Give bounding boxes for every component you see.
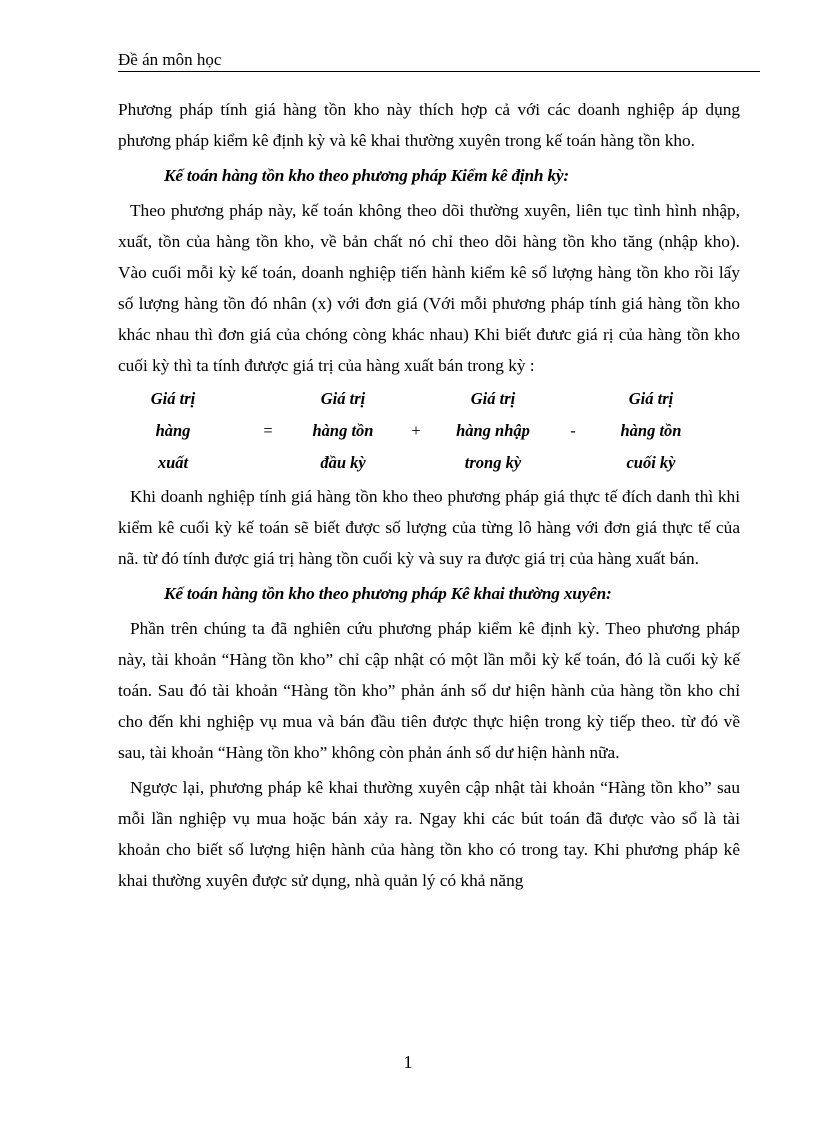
formula-minus: -: [570, 421, 576, 440]
formula-term-opening-stock: Giá trị hàng tồn đầu kỳ: [312, 389, 374, 472]
formula-plus: +: [411, 421, 421, 440]
formula-term-closing-stock: Giá trị hàng tồn cuối kỳ: [620, 389, 682, 472]
formula-term-goods-sold: Giá trị hàng xuất: [150, 389, 196, 472]
heading-perpetual-inventory: Kế toán hàng tồn kho theo phương pháp Kê khai thường xuyên:: [164, 584, 612, 603]
formula-term-purchases: Giá trị hàng nhập trong kỳ: [456, 389, 530, 472]
heading-periodic-inventory: Kế toán hàng tồn kho theo phương pháp Kiểm kê định kỳ:: [164, 166, 569, 185]
formula-equals: =: [263, 421, 273, 440]
paragraph-intro: Phương pháp tính giá hàng tồn kho này thích hợp cả với các doanh nghiệp áp dụng phương pháp kiểm kê định kỳ và kê khai thường xuyên trong kế toán hàng tồn kho.: [118, 100, 740, 150]
paragraph-periodic-method: Theo phương pháp này, kế toán không theo dõi thường xuyên, liên tục tình hình nhập, xuất, tồn của hàng tồn kho, về bản chất nó chỉ theo dõi hàng tồn kho tăng (nhập kho). Vào cuối mỗi kỳ kế toán, doanh nghiệp tiến hành kiểm kê số lượng hàng tồn kho rồi lấy số lượng hàng tồn đó nhân (x) với đơn giá (Với mỗi phương pháp tính giá hàng tồn kho khác nhau thì đơn giá của chóng còng khác nhau) Khi biết đưưc giá rị của hàng tồn kho cuối kỳ thì ta tính đưược giá trị của hàng xuất bán trong kỳ :: [118, 201, 740, 375]
paragraph-perpetual-detail: Ngược lại, phương pháp kê khai thường xuyên cập nhật tài khoản “Hàng tồn kho” sau mỗi lần nghiệp vụ mua hoặc bán xảy ra. Ngay khi các bút toán đã được vào sổ là tài khoản cho biết số lượng hiện hành của hàng tồn kho có trong tay. Khi phương pháp kê khai thường xuyên được sử dụng, nhà quản lý có khả năng: [118, 778, 740, 890]
page-header: Đề án môn học: [118, 50, 222, 69]
header-rule: [118, 71, 760, 72]
paragraph-specific-identification: Khi doanh nghiệp tính giá hàng tồn kho theo phương pháp giá thực tế đích danh thì khi kiểm kê cuối kỳ kế toán sẽ biết được số lượng của từng lô hàng với đơn giá thực tế của nã. từ đó tính được giá trị hàng tồn cuối kỳ và suy ra được giá trị của hàng xuất bán.: [118, 487, 740, 568]
paragraph-perpetual-intro: Phần trên chúng ta đã nghiên cứu phương pháp kiểm kê định kỳ. Theo phương pháp này, tài khoản “Hàng tồn kho” chỉ cập nhật có một lần mỗi kỳ kế toán, đó là cuối kỳ kế toán. Sau đó tài khoản “Hàng tồn kho” phản ánh số dư hiện hành của hàng tồn kho chỉ cho đến khi nghiệp vụ mua và bán đầu tiên được thực hiện trong kỳ tiếp theo. từ đó về sau, tài khoản “Hàng tồn kho” không còn phản ánh số dư hiện hành nữa.: [118, 619, 740, 762]
valuation-formula: [118, 383, 740, 479]
document-body: [118, 94, 740, 896]
page-number: 1: [403, 1052, 413, 1072]
